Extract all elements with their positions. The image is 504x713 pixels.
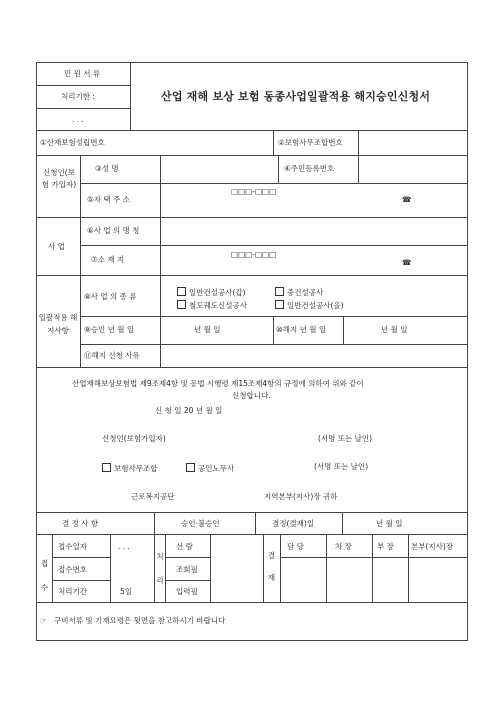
cancel-reason-input[interactable] [161,345,467,366]
reception-label: 접 수 [40,559,49,592]
union-no-label: ②보험사무조합번호 [278,138,343,147]
footnote-text: 구비서류 및 기재요령은 뒷면을 참고하시기 바랍니다 [54,616,226,625]
type-option-4[interactable]: 일반건설공사(을) [275,300,344,310]
applicant-label: 신청인(보험가입자) [102,434,166,443]
agency-name: 근로복지공단 [131,492,175,501]
recv-no-label: 접수번호 [58,565,87,574]
batch-group-label: 일괄적용 해지사항 [38,313,78,335]
review-label: 선 람 [176,542,193,551]
union-checkbox[interactable]: 보험사무조합 [102,463,157,473]
location-input[interactable] [161,246,467,274]
business-group-label: 사 업 [48,242,65,251]
signature-2[interactable]: (서명 또는 날인) [314,462,369,471]
type-option-2[interactable]: 중건설공사 [275,287,323,297]
approval-col-label: 결 재 [267,551,276,582]
deadline-dots: . . . [72,115,84,124]
address-label: ⑤자 택 주 소 [87,195,130,204]
deadline-label: 처리기한 : [61,92,95,101]
checkbox[interactable] [177,287,186,296]
phone-icon: ☎ [402,258,412,267]
declaration-line2: 신청합니다. [232,391,271,400]
cancel-reason-label: ⑪해지 신청 사유 [84,351,140,360]
branch-addressee: 지역본부(지사)장 귀하 [264,492,338,501]
location-label: ⑦소 재 지 [91,255,125,264]
type-option-1[interactable]: 일반건설공사(갑) [177,287,246,297]
name-input[interactable] [161,156,277,182]
insurance-no-label: ①산재보험성립번호 [40,138,105,147]
proc-days: 5일 [120,587,133,596]
phone-pattern-home: □□□-□□□ [231,187,277,196]
decision-date-value: 년 월 일 [376,519,403,528]
labor-attorney-checkbox[interactable]: 공인노무사 [186,463,234,473]
form-title: 산업 재해 보상 보험 동종사업일괄적용 해지승인신청서 [161,90,431,103]
approval-label: 승인·불승인 [181,519,220,528]
checkbox[interactable] [275,300,284,309]
applicant-group-label: 신청인(보 험 가입자) [41,168,77,189]
processing-label: 처 리 [156,552,164,585]
cancel-date-value[interactable]: 년 월 일 [381,325,408,334]
signature-1[interactable]: (서명 또는 날인) [318,434,373,443]
insurance-no-input[interactable] [131,131,272,154]
type-option-3[interactable]: 철도궤도신설공사 [177,300,247,310]
recv-date-value: . . . [118,542,130,551]
checkbox[interactable] [102,463,111,472]
role-head: 본부(지사)장 [411,542,454,551]
decision-date-label: 결정(결재)일 [272,519,315,528]
checkbox[interactable] [186,463,195,472]
input-label: 입력필 [176,587,198,596]
name-label: ③성 명 [95,164,119,173]
resident-no-label: ④주민등록번호 [284,164,335,173]
doc-type-label: 민 원 서 류 [64,69,101,78]
role-staff: 담 당 [287,542,304,551]
declaration-line1: 산업재해보상보험법 제9조제4항 및 동법 시행령 제15조제4항의 규정에 의하여 위와 같이 [72,379,364,388]
address-input[interactable] [161,184,467,216]
business-name-input[interactable] [161,218,467,244]
approval-date-value[interactable]: 년 월 일 [194,325,221,334]
cancel-date-label: ⑩해지 년 월 일 [276,325,327,334]
checkbox[interactable] [275,287,284,296]
resident-no-input[interactable] [359,156,466,182]
approval-date-label: ⑨승인 년 월 일 [84,325,135,334]
application-date: 신 청 일 20 년 월 일 [155,406,223,415]
union-no-input[interactable] [359,131,466,154]
business-name-label: ⑥사 업 의 명 칭 [87,226,140,235]
checkbox[interactable] [177,300,186,309]
pointing-hand-icon: ☞ [40,616,47,625]
phone-pattern-business: □□□-□□□ [231,250,277,259]
business-type-label: ⑧사 업 의 종 류 [84,292,137,301]
recv-date-label: 접수일자 [58,542,87,551]
decision-item-label: 결 정 사 항 [62,519,99,528]
phone-icon: ☎ [402,195,412,204]
role-deputy: 차 장 [335,542,352,551]
lookup-label: 조회필 [176,565,198,574]
proc-period-label: 처리기간 [58,587,87,596]
role-manager: 부 장 [377,542,394,551]
